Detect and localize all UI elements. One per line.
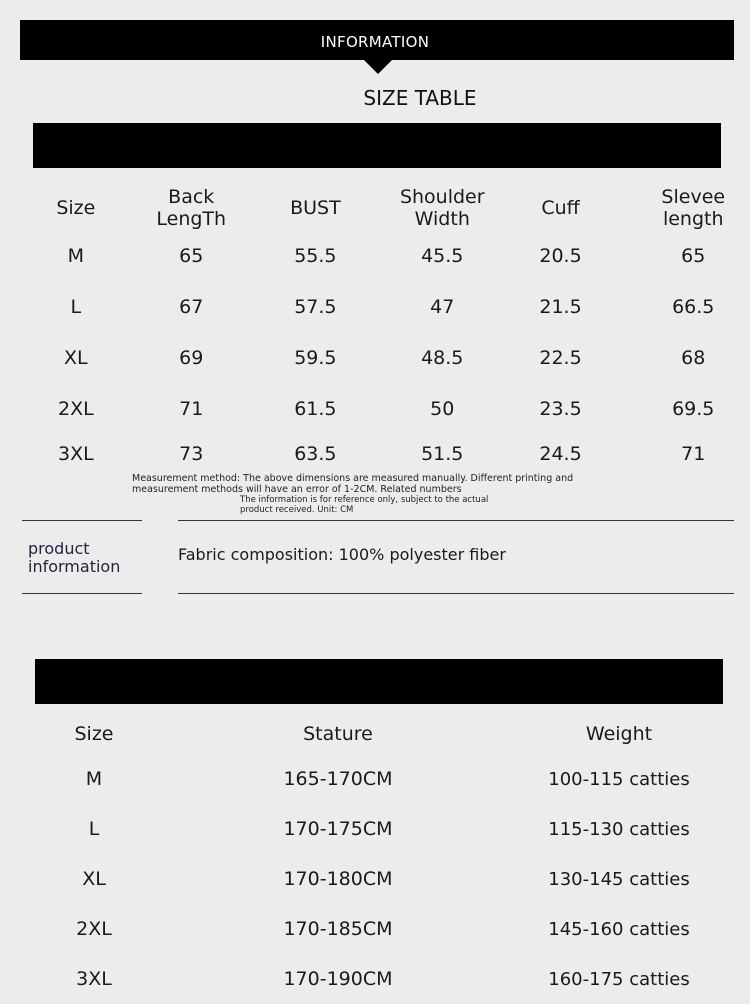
table-cell: 3XL <box>57 443 94 465</box>
table-cell: 130-145 catties <box>548 868 690 890</box>
table-cell: 2XL <box>76 918 112 940</box>
table-cell: 71 <box>681 443 706 465</box>
table-cell: 165-170CM <box>283 768 393 790</box>
table-cell: 170-185CM <box>283 918 393 940</box>
table-cell: 22.5 <box>539 346 582 369</box>
table-cell: 24.5 <box>539 443 582 465</box>
table-cell: 100-115 catties <box>548 768 690 790</box>
fit-table-header-row <box>0 714 750 754</box>
table-row <box>0 904 750 954</box>
table-row <box>0 434 750 474</box>
column-header: Slevee length <box>661 186 726 230</box>
fit-table-header-bar <box>35 659 723 704</box>
table-cell: 59.5 <box>294 346 337 369</box>
table-cell: M <box>67 244 85 267</box>
table-cell: 145-160 catties <box>548 918 690 940</box>
table-cell: 51.5 <box>421 443 464 465</box>
table-cell: 45.5 <box>421 244 464 267</box>
table-cell: L <box>70 295 82 318</box>
table-cell: 55.5 <box>294 244 337 267</box>
table-cell: M <box>85 768 103 790</box>
column-header: Size <box>56 197 96 219</box>
header-title: INFORMATION <box>320 33 430 51</box>
table-cell: 65 <box>179 244 204 267</box>
column-header: Back LengTh <box>156 186 227 230</box>
table-cell: 170-180CM <box>283 868 393 890</box>
table-cell: 65 <box>681 244 706 267</box>
divider <box>22 593 142 594</box>
table-cell: 20.5 <box>539 244 582 267</box>
table-cell: 21.5 <box>539 295 582 318</box>
divider <box>178 593 734 594</box>
table-row <box>0 954 750 1004</box>
table-cell: 68 <box>681 346 706 369</box>
page-title: SIZE TABLE <box>363 86 477 110</box>
table-cell: 48.5 <box>421 346 464 369</box>
table-row <box>0 383 750 434</box>
table-cell: 170-190CM <box>283 968 393 990</box>
table-cell: 69.5 <box>672 397 715 420</box>
table-row <box>0 230 750 281</box>
fabric-composition: Fabric composition: 100% polyester fiber <box>178 545 506 564</box>
table-cell: 67 <box>179 295 204 318</box>
table-row <box>0 332 750 383</box>
banner-pointer <box>364 60 392 74</box>
table-cell: XL <box>82 868 106 890</box>
product-info-label: product information <box>28 539 121 576</box>
fit-table <box>0 714 750 1004</box>
table-cell: 160-175 catties <box>548 968 690 990</box>
table-cell: 71 <box>179 397 204 420</box>
column-header: Weight <box>585 723 653 745</box>
table-cell: 57.5 <box>294 295 337 318</box>
table-cell: XL <box>64 346 88 369</box>
column-header: Size <box>74 723 114 745</box>
column-header: Stature <box>303 723 373 745</box>
table-cell: 2XL <box>57 397 94 420</box>
table-cell: 47 <box>430 295 455 318</box>
table-cell: 50 <box>430 397 455 420</box>
size-table-header-bar <box>33 123 721 168</box>
table-cell: 63.5 <box>294 443 337 465</box>
table-cell: 66.5 <box>672 295 715 318</box>
table-cell: 73 <box>179 443 204 465</box>
reference-note: The information is for reference only, subject to the actual product received. Unit: CM <box>240 495 489 515</box>
column-header: BUST <box>290 197 341 219</box>
size-table <box>0 186 750 474</box>
table-cell: 23.5 <box>539 397 582 420</box>
table-cell: 69 <box>179 346 204 369</box>
column-header: Cuff <box>541 197 580 219</box>
table-cell: 3XL <box>76 968 112 990</box>
table-cell: L <box>88 818 100 840</box>
table-row <box>0 281 750 332</box>
table-row <box>0 854 750 904</box>
table-row <box>0 804 750 854</box>
measurement-note: Measurement method: The above dimensions are measured manually. Different printing and measurement methods will have an error of 1-2CM. Related numbers <box>132 473 574 495</box>
column-header: Shoulder Width <box>399 186 485 230</box>
table-cell: 170-175CM <box>283 818 393 840</box>
divider <box>178 520 734 521</box>
size-table-header-row <box>0 186 750 230</box>
table-row <box>0 754 750 804</box>
table-cell: 115-130 catties <box>548 818 690 840</box>
divider <box>22 520 142 521</box>
table-cell: 61.5 <box>294 397 337 420</box>
